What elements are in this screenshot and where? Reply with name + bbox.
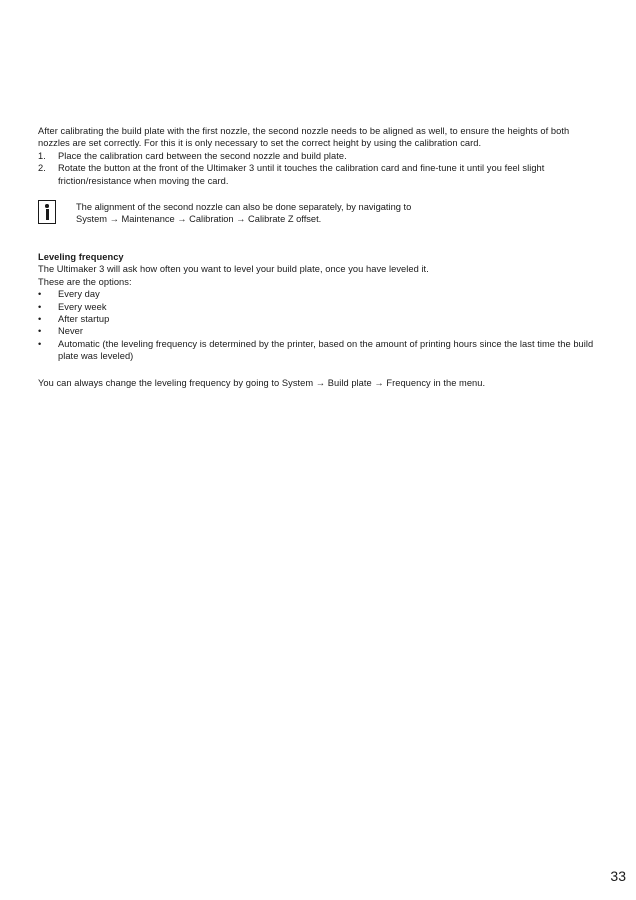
bullet-marker: • [38,314,42,325]
bullet-marker: • [38,289,42,300]
option-item [38,338,600,363]
step-marker: 1. [38,150,46,161]
page-number: 33 [610,868,626,884]
info-note-line: System → Maintenance → Calibration → Calibrate Z offset. [76,214,322,225]
option-item [38,325,600,337]
step-text: Rotate the button at the front of the Ultimaker 3 until it touches the calibration card and fine-tune it until you feel slight friction/resistance when moving the card. [58,163,545,186]
step-item [38,150,600,162]
bullet-marker: • [38,338,42,349]
step-marker: 2. [38,163,46,174]
closing-section [38,377,600,389]
closing-paragraph: You can always change the leveling frequency by going to System → Build plate → Frequency in the menu. [38,378,486,388]
option-text: After startup [58,314,110,325]
option-text: Every day [58,289,100,300]
intro-paragraph: After calibrating the build plate with the first nozzle, the second nozzle needs to be aligned as well, to ensure the heights of both nozzles are set correctly. For this it is only necessary to set the correct height by using the calibration card. [38,126,570,149]
step-item [38,162,600,187]
bullet-marker: • [38,326,42,337]
info-note [38,200,598,228]
info-note-text [76,201,411,226]
leveling-line: The Ultimaker 3 will ask how often you want to level your build plate, once you have leveled it. [38,264,429,275]
section-heading: Leveling frequency [38,252,124,262]
leveling-section [38,251,600,363]
leveling-line: These are the options: [38,276,132,287]
info-note-line: The alignment of the second nozzle can also be done separately, by navigating to [76,202,412,212]
option-text: Every week [58,301,107,312]
intro-section [38,125,600,187]
option-item [38,313,600,325]
option-text: Never [58,326,84,337]
info-icon [38,200,56,224]
option-item [38,301,600,313]
bullet-marker: • [38,301,42,312]
option-text: Automatic (the leveling frequency is determined by the printer, based on the amount of printing hours since the last time the build plate was leveled) [58,338,594,362]
option-item [38,288,600,300]
step-text: Place the calibration card between the second nozzle and build plate. [58,150,347,161]
